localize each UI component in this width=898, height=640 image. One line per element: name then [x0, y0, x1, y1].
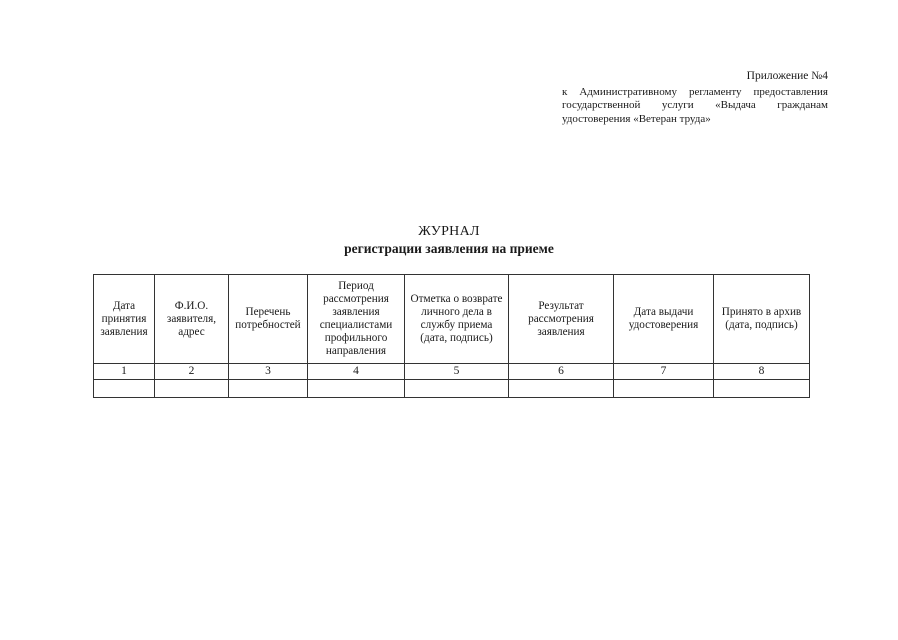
column-number-row — [94, 364, 810, 380]
journal-title: ЖУРНАЛ — [418, 224, 480, 239]
table-cell — [614, 380, 714, 398]
table-cell — [155, 380, 229, 398]
column-number: 6 — [509, 364, 614, 380]
column-header: Результат рассмотрения заявления — [509, 275, 614, 364]
column-header: Принято в архив (дата, подпись) — [714, 275, 810, 364]
table-cell — [509, 380, 614, 398]
journal-title-block — [0, 223, 898, 257]
column-number: 3 — [229, 364, 308, 380]
table-cell — [714, 380, 810, 398]
column-header: Отметка о возврате личного дела в службу приема (дата, подпись) — [405, 275, 509, 364]
table-cell — [308, 380, 405, 398]
column-header: Ф.И.О. заявителя, адрес — [155, 275, 229, 364]
table-cell — [405, 380, 509, 398]
column-number: 8 — [714, 364, 810, 380]
appendix-text: к Административному регламенту предоставления государственной услуги «Выдача гражданам удостоверения «Ветеран труда» — [562, 85, 828, 125]
column-number: 7 — [614, 364, 714, 380]
registration-table — [93, 274, 810, 398]
column-header: Дата выдачи удостоверения — [614, 275, 714, 364]
column-number: 5 — [405, 364, 509, 380]
table-row — [94, 380, 810, 398]
column-header: Период рассмотрения заявления специалистами профильного направления — [308, 275, 405, 364]
table-cell — [94, 380, 155, 398]
column-header: Перечень потребностей — [229, 275, 308, 364]
column-number: 1 — [94, 364, 155, 380]
appendix-block — [562, 70, 828, 126]
column-header: Дата принятия заявления — [94, 275, 155, 364]
journal-subtitle: регистрации заявления на приеме — [344, 241, 554, 256]
column-number: 4 — [308, 364, 405, 380]
table-cell — [229, 380, 308, 398]
column-number: 2 — [155, 364, 229, 380]
table-header-row — [94, 275, 810, 364]
appendix-number: Приложение №4 — [746, 70, 828, 82]
